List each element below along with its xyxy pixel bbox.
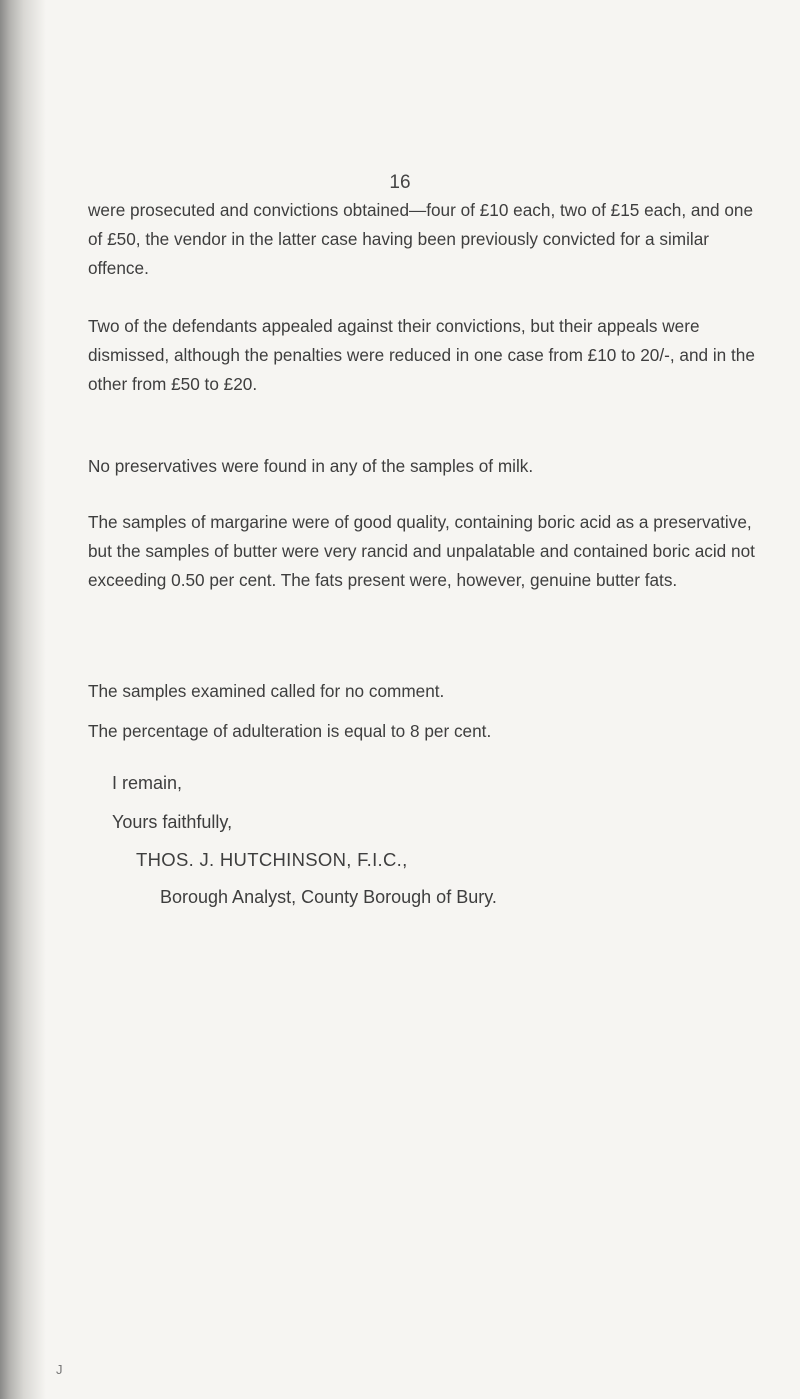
- paragraph-samples-comment: The samples examined called for no comment.: [88, 681, 445, 701]
- paragraph-adulteration: The percentage of adulteration is equal to 8 per cent.: [88, 721, 492, 741]
- closing-line: I remain,: [112, 773, 183, 793]
- salutation: Yours faithfully,: [112, 812, 233, 832]
- page-number: 16: [389, 172, 411, 193]
- book-spine-shadow: [0, 0, 46, 1399]
- footer-mark: J: [56, 1362, 63, 1377]
- paragraph-convictions: were prosecuted and convictions obtained—four of £10 each, two of £15 each, and one of £50, the vendor in the latter case having been previously convicted for a similar offence.: [88, 200, 754, 278]
- paragraph-margarine-butter: The samples of margarine were of good quality, containing boric acid as a preservative, but the samples of butter were very rancid and unpalatable and contained boric acid not exceeding 0.50 per cent. The fats present were, however, genuine butter fats.: [88, 512, 755, 590]
- paragraph-appeals: Two of the defendants appealed against their convictions, but their appeals were dismissed, although the penalties were reduced in one case from £10 to 20/-, and in the other from £50 to £20.: [88, 316, 755, 394]
- paragraph-milk: No preservatives were found in any of the samples of milk.: [88, 456, 534, 476]
- signature-name: THOS. J. HUTCHINSON, F.I.C.,: [136, 849, 408, 870]
- signature-title: Borough Analyst, County Borough of Bury.: [160, 887, 497, 907]
